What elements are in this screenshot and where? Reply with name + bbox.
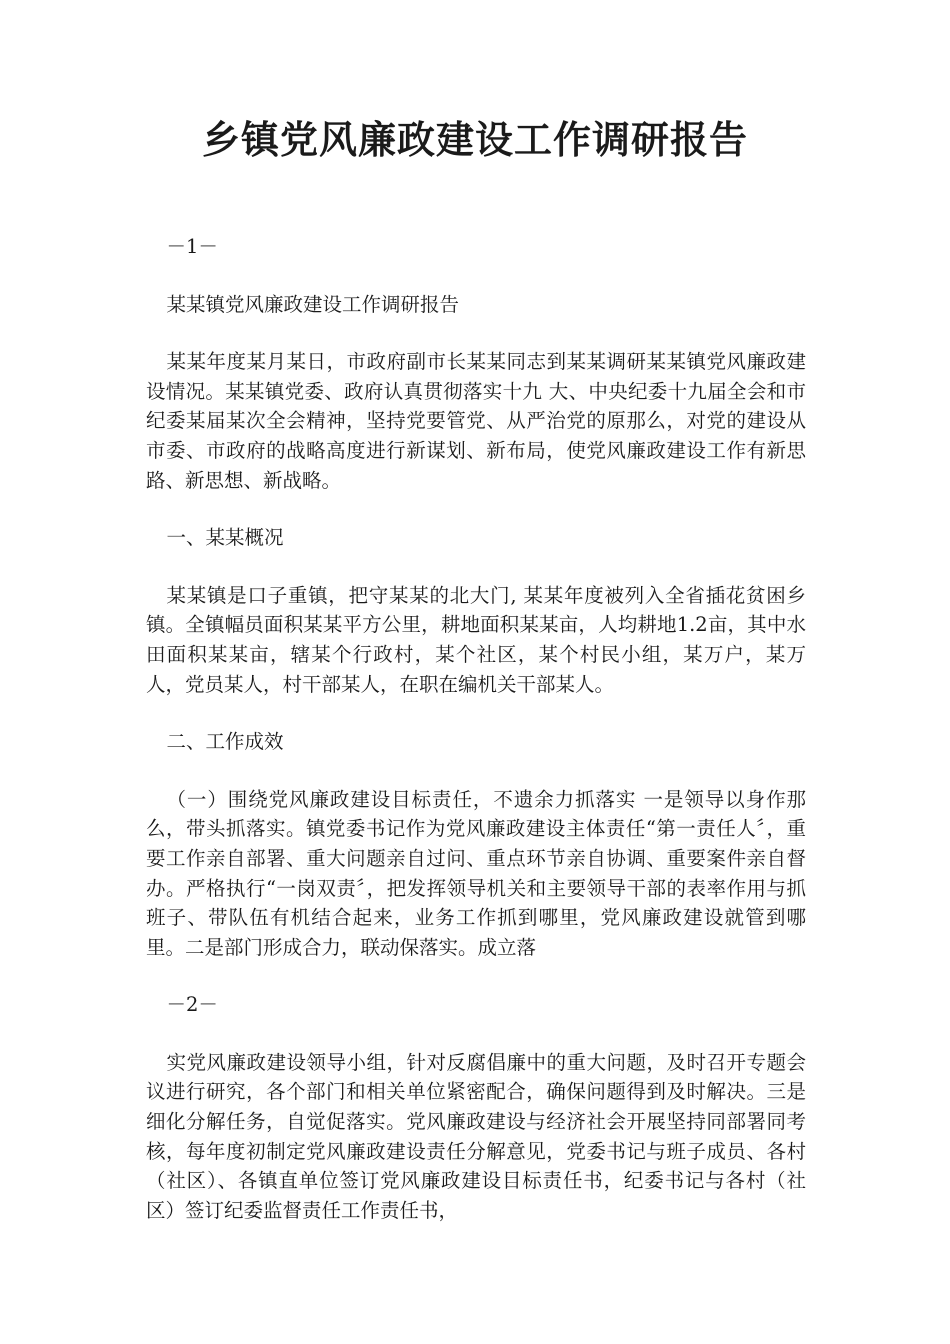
- page-marker-1: －1－: [166, 235, 218, 258]
- page-marker-2: －2－: [166, 993, 218, 1017]
- intro-paragraph: 某某年度某月某日，市政府副市长某某同志到某某调研某某镇党风廉政建设情况。某某镇党委、政府认真贯彻落实十九 大、中央纪委十九届全会和市纪委某届某次全会精神，坚持党要管党、从严治党的原那么，对党的建设从市委、市政府的战略高度进行新谋划、新布局，使党风廉政建设工作有新思路、新思想、新战略。: [146, 350, 806, 492]
- section-heading-overview: 一、某某概况: [166, 526, 284, 550]
- results-paragraph: （一）围绕党风廉政建设目标责任，不遗余力抓落实 一是领导以身作那么，带头抓落实。镇党委书记作为党风廉政建设主体责任“第一责任人〞，重要工作亲自部署、重大问题亲自过问、重点环节亲自协调、重要案件亲自督办。严格执行“一岗双责〞，把发挥领导机关和主要领导干部的表率作用与抓班子、带队伍有机结合起来，业务工作抓到哪里，党风廉政建设就管到哪里。二是部门形成合力，联动保落实。成立落: [146, 787, 806, 959]
- report-subtitle: 某某镇党风廉政建设工作调研报告: [166, 292, 459, 316]
- section-heading-results: 二、工作成效: [166, 730, 284, 754]
- results-continued-paragraph: 实党风廉政建设领导小组，针对反腐倡廉中的重大问题，及时召开专题会议进行研究，各个部门和相关单位紧密配合，确保问题得到及时解决。三是细化分解任务，自觉促落实。党风廉政建设与经济社会开展坚持同部署同考核，每年度初制定党风廉政建设责任分解意见，党委书记与班子成员、各村（社区）、各镇直单位签订党风廉政建设目标责任书，纪委书记与各村（社区）签订纪委监督责任工作责任书，: [146, 1050, 806, 1222]
- document-body: [146, 232, 806, 1225]
- overview-paragraph: 某某镇是口子重镇，把守某某的北大门, 某某年度被列入全省插花贫困乡镇。全镇幅员面积某某平方公里，耕地面积某某亩，人均耕地1.2亩，其中水田面积某某亩，辖某个行政村，某个社区，某个村民小组，某万户，某万人，党员某人，村干部某人，在职在编机关干部某人。: [146, 583, 806, 696]
- document-title: 乡镇党风廉政建设工作调研报告: [201, 117, 748, 162]
